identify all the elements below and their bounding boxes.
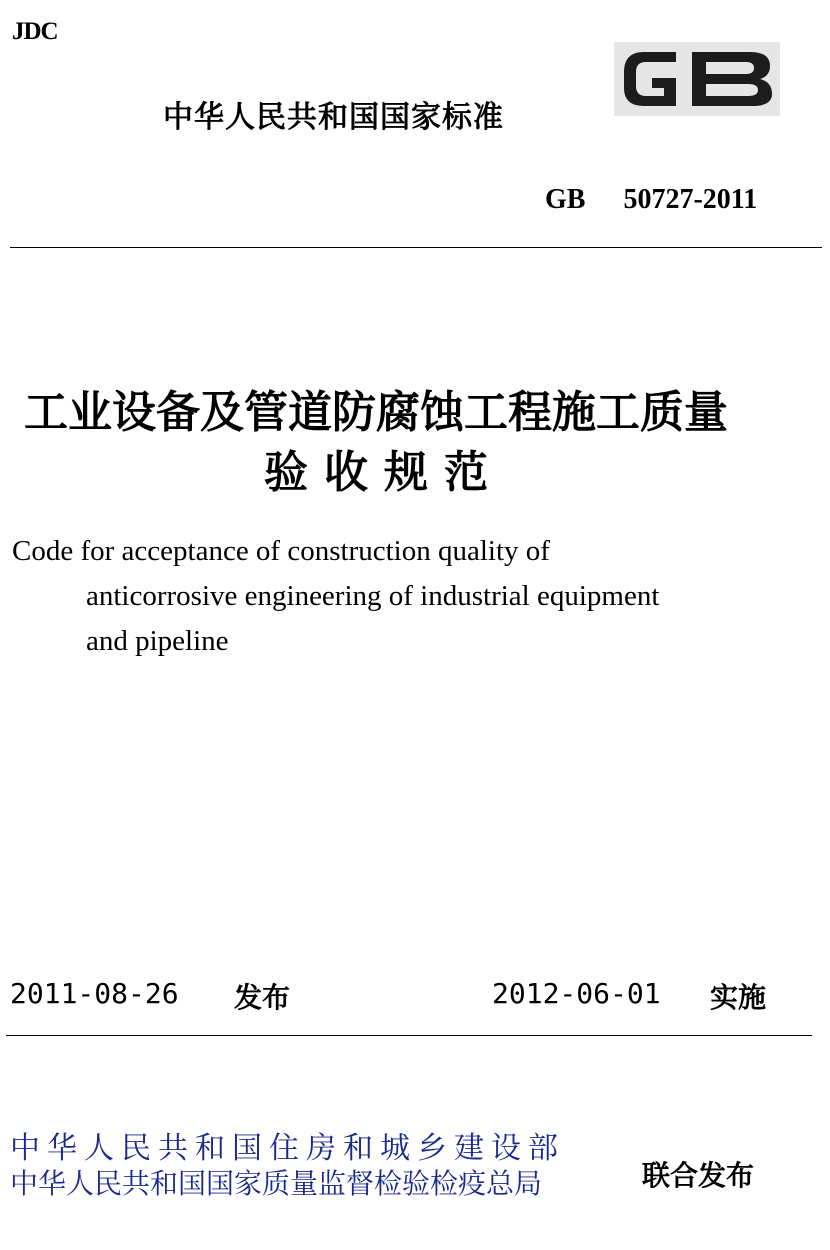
standard-code: 50727-2011: [623, 184, 758, 215]
implementation-date: 2012-06-01: [492, 977, 661, 1010]
national-standard-heading: 中华人民共和国国家标准: [163, 100, 504, 135]
issuer-ministry-housing: 中华人民共和国住房和城乡建设部: [10, 1131, 565, 1166]
jdc-mark: JDC: [12, 18, 58, 45]
title-english-line-2: anticorrosive engineering of industrial equipment: [86, 580, 660, 612]
title-chinese-line-1: 工业设备及管道防腐蚀工程施工质量: [24, 387, 728, 438]
issuer-ministry-quality: 中华人民共和国国家质量监督检验检疫总局: [10, 1167, 543, 1200]
title-english-line-1: Code for acceptance of construction quality of: [12, 535, 550, 567]
issue-date: 2011-08-26: [10, 977, 179, 1010]
standard-number: [545, 184, 757, 216]
bottom-divider: [6, 1035, 812, 1036]
issue-label: 发布: [234, 981, 291, 1014]
gb-logo-icon: [614, 42, 780, 116]
title-chinese-line-2: 验收规范: [264, 447, 504, 498]
standard-prefix: GB: [545, 184, 586, 215]
implementation-label: 实施: [710, 981, 767, 1014]
title-english-line-3: and pipeline: [86, 625, 229, 657]
joint-issue-label: 联合发布: [642, 1159, 755, 1192]
top-divider: [10, 247, 822, 248]
